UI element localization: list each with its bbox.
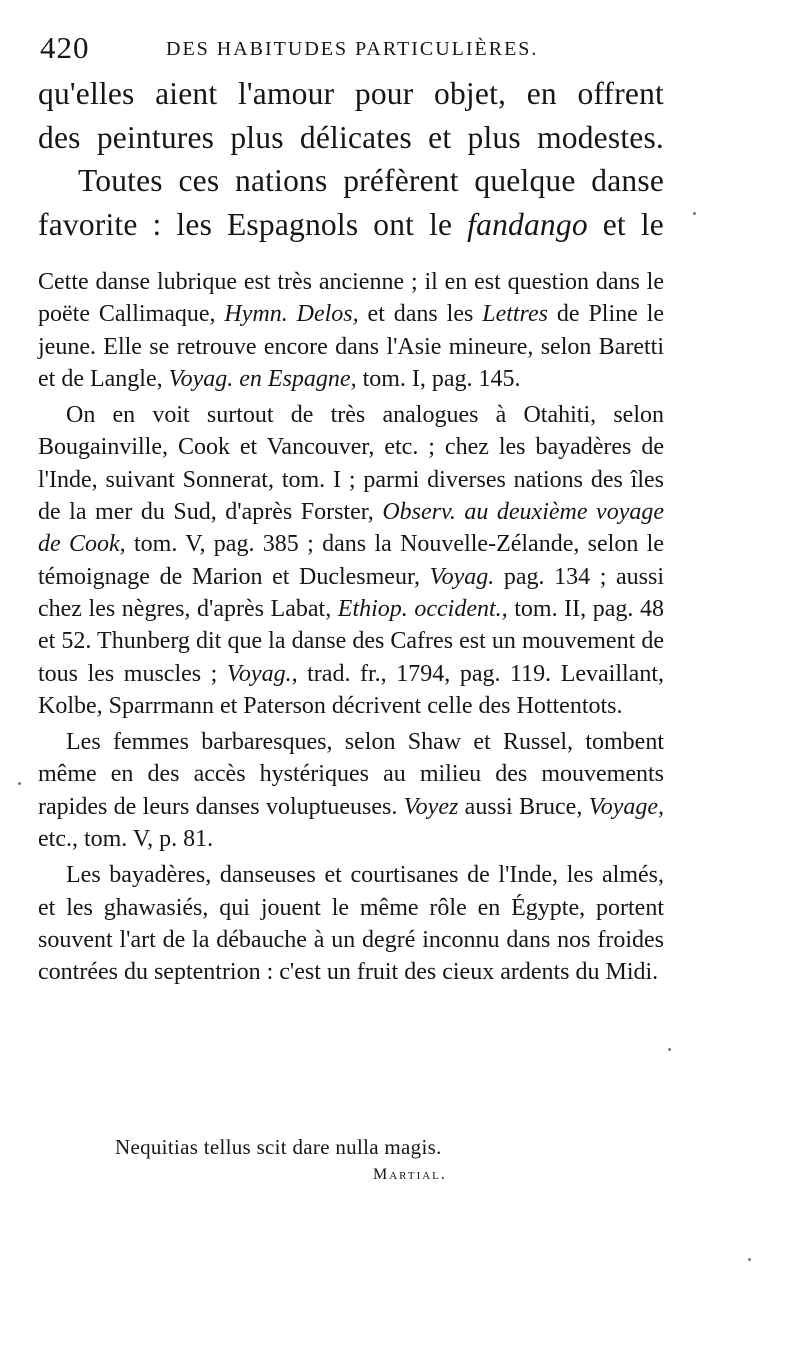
footnote-text: tom. I, pag. 145. [356, 365, 521, 392]
footnote [38, 266, 664, 989]
epigraph-text: Nequitias tellus scit dare nulla magis. [115, 1135, 442, 1159]
footnote-text: Cette danse lubrique est très ancienne ; il en est question dans le poëte Callimaque, [38, 269, 664, 328]
footnote-paragraph [38, 399, 664, 722]
footnote-text: aussi Bruce, [458, 793, 589, 820]
footnote-paragraph [38, 859, 664, 988]
citation-italic: Voyage, [588, 793, 664, 820]
main-line: favorite : les Espagnols ont le [38, 206, 468, 242]
footnote-text: Les bayadères, danseuses et courtisanes de l'Inde, les almés, et les ghawasiés, qui jouent le même rôle en Égypte, portent souvent l'art de la débauche à un degré inconnu dans nos froides contrées du septentrion : c'est un fruit des cieux ardents du Midi. [38, 862, 664, 986]
italic-term: fandango [467, 206, 588, 242]
main-line: des peintures plus délicates et plus modestes. [38, 119, 664, 155]
citation-italic: Voyag. [429, 563, 495, 590]
epigraph-author: Martial. [373, 1166, 447, 1183]
footnote-text: trad. fr., 1794, pag. 119. Levaillant, Kolbe, Sparrmann et Paterson décrivent celle des Hottentots. [38, 660, 664, 719]
running-head: DES HABITUDES PARTICULIÈRES. [166, 38, 539, 60]
citation-italic: Observ. au deuxième voyage de Cook, [38, 499, 664, 558]
page-number: 420 [40, 30, 90, 65]
footnote-paragraph [38, 266, 664, 395]
footnote-text: tom. II, pag. 48 et 52. Thunberg dit que la danse des Cafres est un mouvement de tous les muscles ; [38, 595, 664, 687]
epigraph [115, 1133, 515, 1183]
footnote-text: etc., tom. V, p. 81. [38, 826, 214, 853]
paper-speck [748, 1258, 751, 1261]
main-line: Toutes ces nations préfèrent quelque danse [78, 163, 664, 198]
citation-italic: Lettres [482, 301, 548, 328]
footnote-text: tom. V, pag. 385 ; dans la Nouvelle-Zélande, selon le témoignage de Marion et Duclesmeur, [38, 531, 664, 590]
footnote-text: Les femmes barbaresques, selon Shaw et Russel, tombent même en des accès hystériques au milieu des mouvements rapides de leurs danses voluptueuses. [38, 729, 664, 820]
citation-italic: Voyag. en Espagne, [168, 365, 357, 392]
footnote-text: et dans les [358, 301, 483, 328]
footnote-text: de Pline le jeune. Elle se retrouve encore dans l'Asie mineure, selon Baretti et de Langle, [38, 301, 665, 392]
footnote-text: On en voit surtout de très analogues à Otahiti, selon Bougainville, Cook et Vancouver, etc. ; chez les bayadères de l'Inde, suivant Sonnerat, tom. I ; parmi diverses nations des îles de la mer du Sud, d'après Forster, [38, 402, 664, 526]
paper-speck [693, 212, 696, 215]
page-header [40, 30, 680, 70]
main-line: et le [587, 206, 664, 242]
citation-italic: Ethiop. occident., [337, 595, 508, 622]
main-paragraph [38, 159, 664, 246]
main-paragraph-continued [38, 72, 664, 159]
citation-italic: Voyez [403, 793, 459, 820]
main-text [38, 72, 664, 246]
citation-italic: Hymn. Delos, [224, 301, 359, 328]
citation-italic: Voyag., [226, 660, 298, 687]
paper-speck [668, 1048, 671, 1051]
paper-speck [18, 782, 21, 785]
footnote-text: pag. 134 ; aussi chez les nègres, d'après Labat, [38, 563, 664, 622]
main-line: qu'elles aient l'amour pour objet, en offrent [38, 76, 664, 111]
footnote-paragraph [38, 726, 664, 855]
